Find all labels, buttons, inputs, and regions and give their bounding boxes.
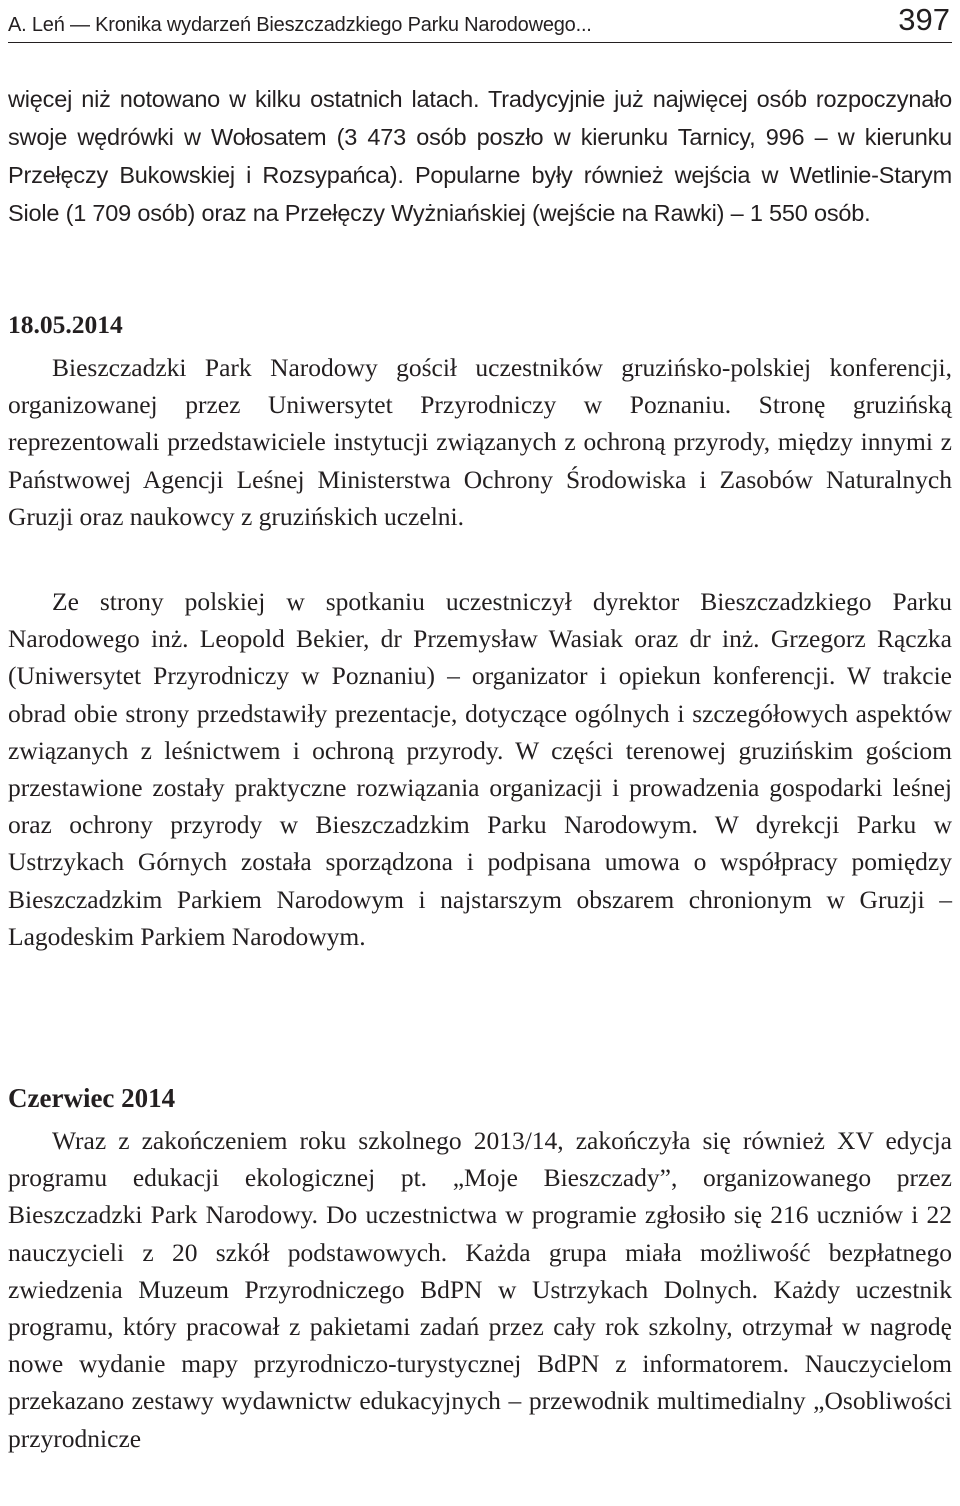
entry-paragraph-2: Ze strony polskiej w spotkaniu uczestniczył dyrektor Bieszczadzkiego Parku Narodowego inż. Leopold Bekier, dr Przemysław Wasiak oraz dr inż. Grzegorz Rączka (Uniwersytet Przyrodniczy w Poznaniu) – organizator i opiekun konferencji. W trakcie obrad obie strony przedstawiły prezentacje, dotyczące ogólnych i szczegółowych aspektów związanych z leśnictwem i ochroną przyrody. W części terenowej gruzińskim gościom przestawione zostały praktyczne rozwiązania organizacji i prowadzenia gospodarki leśnej oraz ochrony przyrody w Bieszczadzkim Parku Narodowym. W dyrekcji Parku w Ustrzykach Górnych została sporządzona i podpisana umowa o współpracy pomiędzy Bieszczadzkim Parkiem Narodowym i najstarszym obszarem chronionym w Gruzji – Lagodeskim Parkiem Narodowym.	[8, 587, 952, 951]
entry-date: 18.05.2014	[8, 310, 123, 339]
running-title: A. Leń — Kronika wydarzeń Bieszczadzkiego Parku Narodowego...	[8, 14, 592, 36]
entry-paragraph-1: Bieszczadzki Park Narodowy gościł uczestników gruzińsko-polskiej konferencji, organizowanej przez Uniwersytet Przyrodniczy w Poznaniu. Stronę gruzińską reprezentowali przedstawiciele instytucji związanych z ochroną przyrody, między innymi z Państwowej Agencji Leśnej Ministerstwa Ochrony Środowiska i Zasobów Naturalnych Gruzji oraz naukowcy z gruzińskich uczelni.	[8, 353, 952, 531]
running-header	[8, 4, 952, 43]
page-number: 397	[898, 2, 950, 37]
section-heading: Czerwiec 2014	[8, 1083, 176, 1113]
intro-paragraph: więcej niż notowano w kilku ostatnich latach. Tradycyjnie już najwięcej osób rozpoczynało swoje wędrówki w Wołosatem (3 473 osób poszło w kierunku Tarnicy, 996 – w kierunku Przełęczy Bukowskiej i Rozsypańca). Popularne były również wejścia w Wetlinie-Starym Siole (1 709 osób) oraz na Przełęczy Wyżniańskiej (wejście na Rawki) – 1 550 osób.	[8, 86, 952, 226]
section-paragraph: Wraz z zakończeniem roku szkolnego 2013/14, zakończyła się również XV edycja programu edukacji ekologicznej pt. „Moje Bieszczady”, organizowanego przez Bieszczadzki Park Narodowy. Do uczestnictwa w programie zgłosiło się 216 uczniów i 22 nauczycieli z 20 szkół podstawowych. Każda grupa miała możliwość bezpłatnego zwiedzenia Muzeum Przyrodniczego BdPN w Ustrzykach Dolnych. Każdy uczestnik programu, który pracował z pakietami zadań przez cały rok szkolny, otrzymał w nagrodę nowe wydanie mapy przyrodniczo-turystycznej BdPN z informatorem. Nauczycielom przekazano zestawy wydawnictw edukacyjnych – przewodnik multimedialny „Osobliwości przyrodnicze	[8, 1126, 952, 1453]
